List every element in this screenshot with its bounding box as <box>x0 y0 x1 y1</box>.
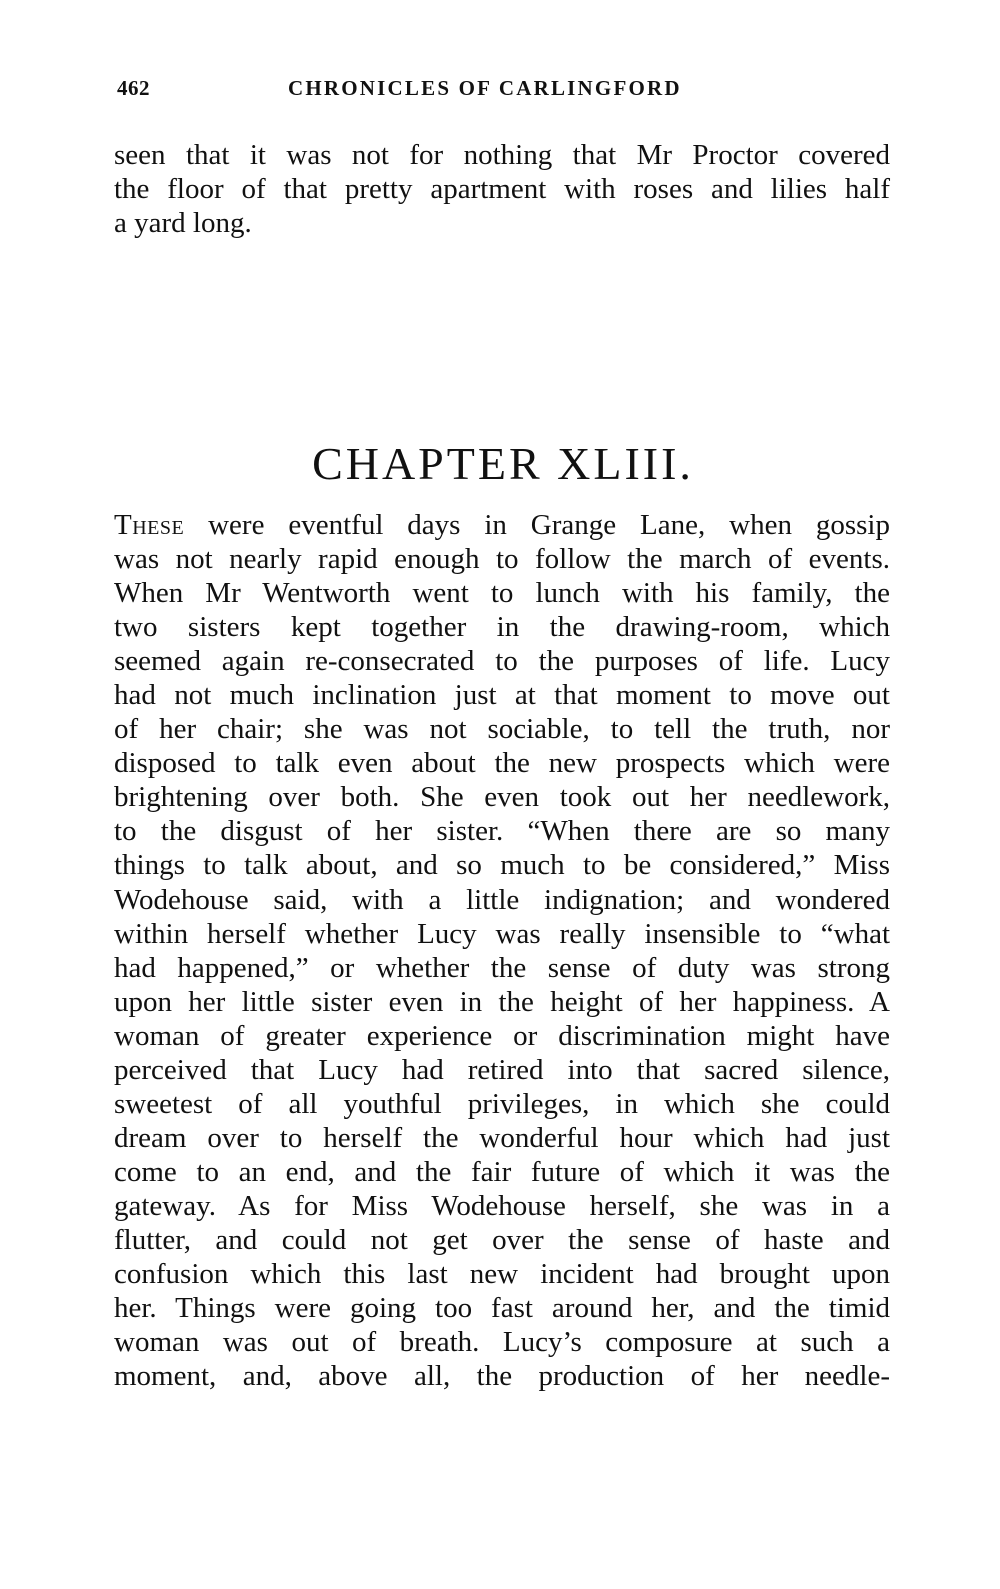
text-line: flutter, and could not get over the sense of haste and <box>114 1223 890 1256</box>
text-line <box>114 508 890 542</box>
text-line: was not nearly rapid enough to follow the march of events. <box>114 543 890 576</box>
text-line: her. Things were going too fast around her, and the timid <box>114 1292 890 1325</box>
first-line-text: were eventful days in Grange Lane, when gossip <box>184 509 890 541</box>
text-line: confusion which this last new incident had brought upon <box>114 1258 890 1291</box>
text-line: moment, and, above all, the production of her needle- <box>114 1360 890 1393</box>
text-line: perceived that Lucy had retired into that sacred silence, <box>114 1053 890 1086</box>
text-line: woman of greater experience or discrimination might have <box>114 1019 890 1052</box>
drop-word: These <box>114 509 185 541</box>
text-line: disposed to talk even about the new prospects which were <box>114 747 890 780</box>
text-line: seemed again re-consecrated to the purposes of life. Lucy <box>114 645 890 678</box>
text-line: seen that it was not for nothing that Mr Proctor covered <box>114 139 890 171</box>
text-line: woman was out of breath. Lucy’s composure at such a <box>114 1326 890 1359</box>
text-line: Wodehouse said, with a little indignation; and wondered <box>114 883 890 916</box>
text-line: a yard long. <box>114 207 252 240</box>
text-line: upon her little sister even in the height of her happiness. A <box>114 985 890 1018</box>
text-line: dream over to herself the wonderful hour which had just <box>114 1121 890 1154</box>
page-number: 462 <box>117 76 150 100</box>
text-line: had happened,” or whether the sense of duty was strong <box>114 951 890 984</box>
text-line: to the disgust of her sister. “When there are so many <box>114 815 890 848</box>
running-title: CHRONICLES OF CARLINGFORD <box>288 76 682 100</box>
text-line: the floor of that pretty apartment with roses and lilies half <box>114 173 890 206</box>
text-line: two sisters kept together in the drawing-room, which <box>114 611 890 644</box>
text-line: When Mr Wentworth went to lunch with his family, the <box>114 577 890 610</box>
opening-paragraph <box>114 138 890 240</box>
text-line: brightening over both. She even took out her needlework, <box>114 781 890 814</box>
text-line: sweetest of all youthful privileges, in which she could <box>114 1087 890 1120</box>
text-line: within herself whether Lucy was really insensible to “what <box>114 917 890 950</box>
chapter-heading: CHAPTER XLIII. <box>312 438 694 489</box>
text-line: had not much inclination just at that moment to move out <box>114 679 890 712</box>
text-line: of her chair; she was not sociable, to tell the truth, nor <box>114 713 890 746</box>
text-line: things to talk about, and so much to be considered,” Miss <box>114 849 890 882</box>
text-line: gateway. As for Miss Wodehouse herself, she was in a <box>114 1189 890 1222</box>
text-line: come to an end, and the fair future of which it was the <box>114 1155 890 1188</box>
chapter-paragraph <box>114 508 890 1393</box>
running-head <box>117 76 887 110</box>
